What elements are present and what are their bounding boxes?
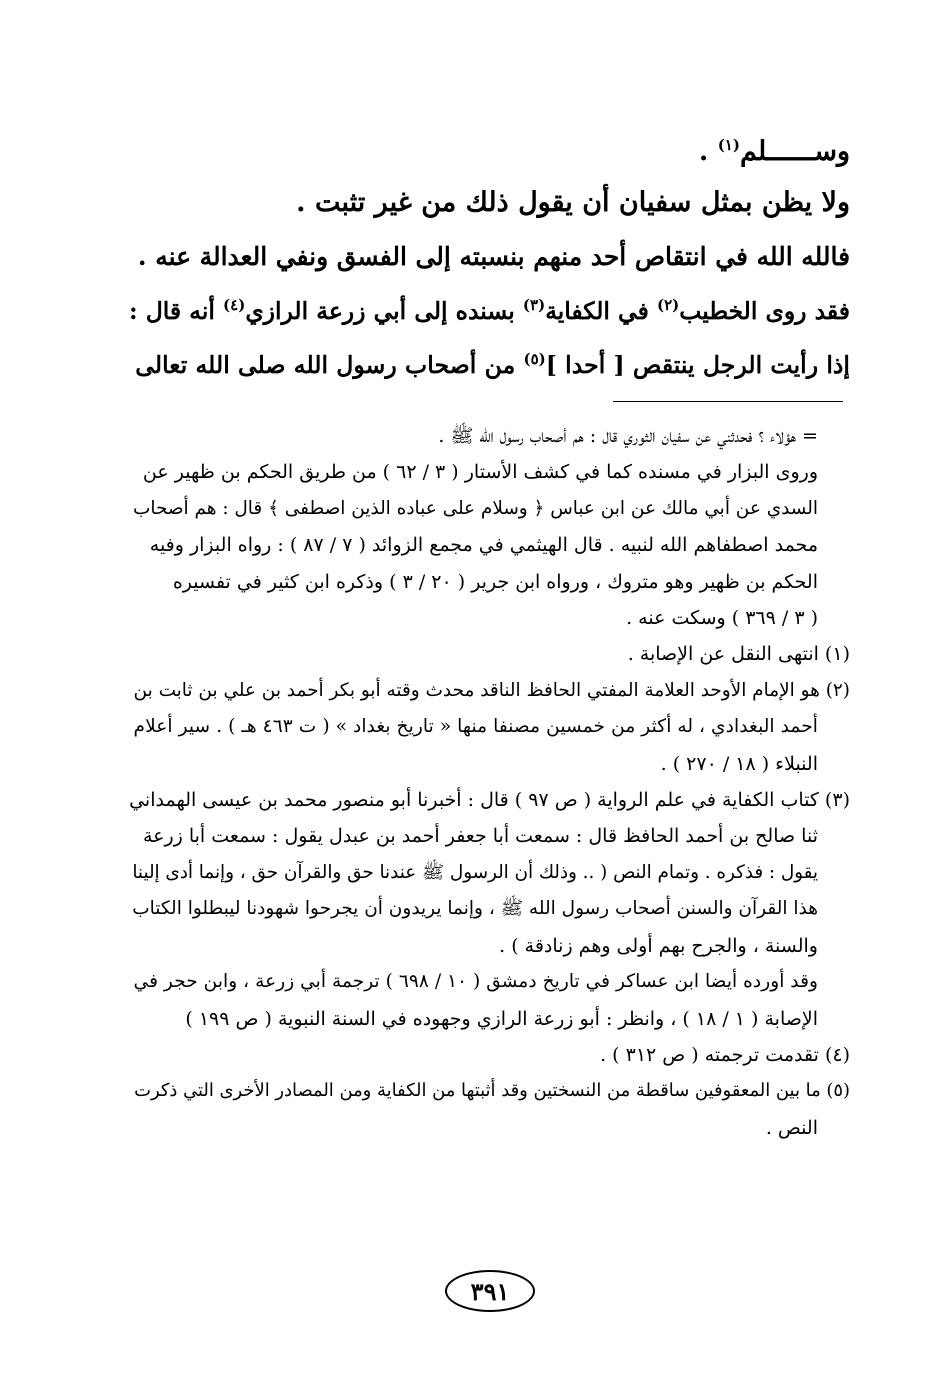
footnote-line: والسنة ، والجرح بهم أولى وهم زنادقة ) . — [499, 934, 818, 957]
footnote-line: (٥) ما بين المعقوفين ساقطة من النسختين وقد أثبتها من الكفاية ومن المصادر الأخرى التي ذكرت — [134, 1080, 850, 1102]
footnote-line: يقول : فذكره . وتمام النص ( .. وذلك أن الرسول ﷺ عندنا حق والقرآن حق ، وإنما أدى إلينا — [132, 861, 818, 883]
main-line: فقد روى الخطيب$^{(٢)}$ في الكفاية$^{(٣)}$ بسنده إلى أبي زرعة الرازي$^{(٤)}$ أنه قال : — [128, 296, 850, 325]
page-number: ٣٩١ — [445, 1270, 535, 1312]
footnote-line: السدي عن أبي مالك عن ابن عباس ﴿ وسلام على عباده الذين اصطفى ﴾ قال : هم أصحاب — [132, 497, 818, 519]
footnote-separator — [613, 401, 843, 402]
footnote-line: وروى البزار في مسنده كما في كشف الأستار ( ٣ / ٦٢ ) من طريق الحكم بن ظهير عن — [142, 461, 818, 484]
footnote-line: النبلاء ( ١٨ / ٢٧٠ ) . — [660, 752, 818, 775]
footnote-line: ( ٣ / ٣٦٩ ) وسكت عنه . — [626, 607, 818, 630]
main-text — [130, 128, 850, 392]
footnotes — [126, 418, 850, 1146]
footnote-line: أحمد البغدادي ، له أكثر من خمسين مصنفا منها « تاريخ بغداد » ( ت ٤٦٣ هـ ) . سير أعلام — [133, 716, 818, 738]
footnote-line: (٢) هو الإمام الأوحد العلامة المفتي الحافظ الناقد محدث وقته أبو بكر أحمد بن علي بن ثابت بن — [133, 679, 850, 701]
footnote-line: (٤) تقدمت ترجمته ( ص ٣١٢ ) . — [600, 1043, 850, 1066]
footnote-line: هذا القرآن والسنن أصحاب رسول الله ﷺ ، وإنما يريدون أن يجرحوا شهودنا ليبطلوا الكتاب — [132, 898, 818, 920]
footnote-line: وقد أورده أيضا ابن عساكر في تاريخ دمشق ( ١٠ / ٦٩٨ ) ترجمة أبي زرعة ، وابن حجر في — [133, 971, 818, 993]
footnote-line: محمد اصطفاهم الله لنبيه . قال الهيثمي في مجمع الزوائد ( ٧ / ٨٧ ) : رواه البزار وفيه — [149, 534, 818, 557]
footnote-line: النص . — [765, 1116, 818, 1139]
footnote-line: ثنا صالح بن أحمد الحافظ قال : سمعت أبا جعفر أحمد بن عبدل يقول : سمعت أبا زرعة — [142, 825, 818, 848]
main-line: وســــــلم$^{(١)}$ . — [698, 136, 850, 167]
footnote-line: الإصابة ( ١ / ١٨ ) ، وانظر : أبو زرعة الرازي وجهوده في السنة النبوية ( ص ١٩٩ ) — [185, 1007, 818, 1030]
footnote-line: (٣) كتاب الكفاية في علم الرواية ( ص ٩٧ ) قال : أخبرنا أبو منصور محمد بن عيسى الهمداني — [129, 789, 850, 812]
footnote-line: = هؤلاء ؟ فحدثني عن سفيان الثوري قال : هم أصحاب رسول الله ﷺ . — [438, 425, 818, 447]
footnote-line: (١) انتهى النقل عن الإصابة . — [627, 643, 850, 666]
main-line: إذا رأيت الرجل ينتقص [ أحدا ]$^{(٥)}$ من أصحاب رسول الله صلى الله تعالى — [135, 350, 850, 379]
main-line: ولا يظن بمثل سفيان أن يقول ذلك من غير تثبت . — [296, 187, 850, 218]
main-line: فالله الله في انتقاص أحد منهم بنسبته إلى الفسق ونفي العدالة عنه . — [137, 242, 850, 271]
footnote-line: الحكم بن ظهير وهو متروك ، ورواه ابن جرير ( ٢٠ / ٣ ) وذكره ابن كثير في تفسيره — [172, 570, 818, 593]
